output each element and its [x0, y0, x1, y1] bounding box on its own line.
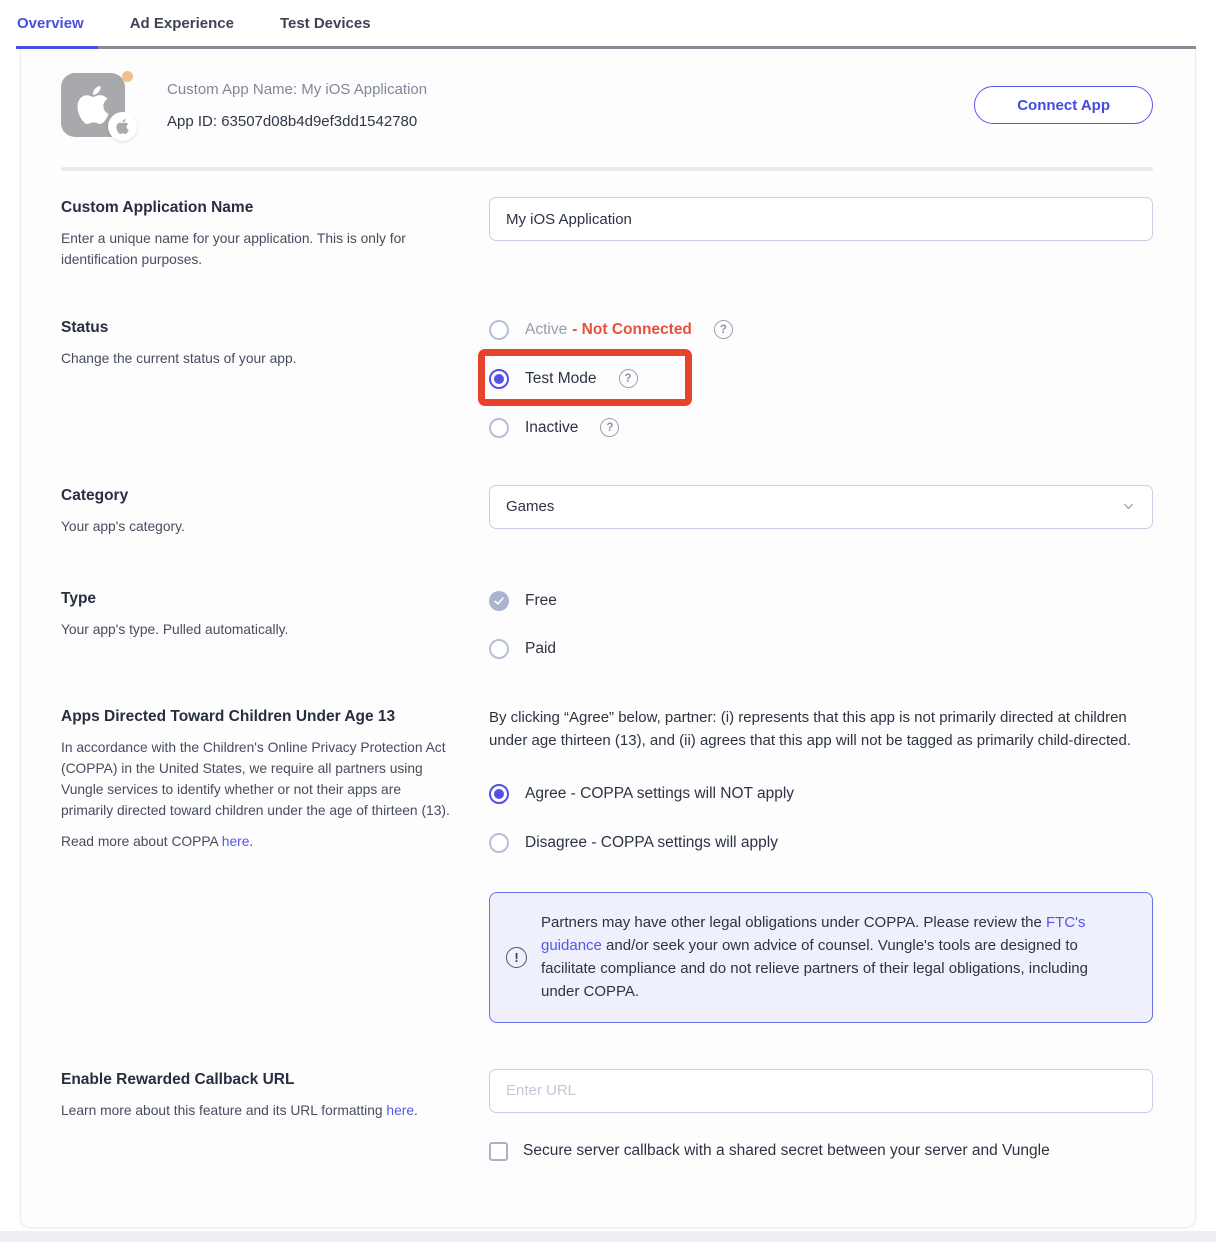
custom-name-title: Custom Application Name	[61, 199, 254, 216]
status-option-test-mode[interactable]	[489, 366, 1153, 392]
secure-callback-row	[489, 1139, 1153, 1162]
status-inactive-label: Inactive	[525, 418, 579, 436]
category-description: Your app's category.	[61, 519, 185, 535]
status-test-mode-label: Test Mode	[525, 369, 597, 387]
coppa-notice-text: Partners may have other legal obligations under COPPA. Please review the FTC's guidance and/or seek your own advice of counsel. Vungle's tools are designed to facilitate compliance and do not relieve partners of their legal obligations, including under COPPA.	[541, 913, 1088, 1001]
custom-application-name-input[interactable]	[489, 197, 1153, 241]
help-icon[interactable]: ?	[619, 369, 638, 388]
coppa-title: Apps Directed Toward Children Under Age 13	[61, 708, 396, 725]
status-radio-group	[489, 317, 1153, 441]
type-description: Your app's type. Pulled automatically.	[61, 622, 289, 638]
coppa-read-more: Read more about COPPA here.	[61, 834, 254, 850]
type-option-free	[489, 588, 1153, 614]
connect-app-button[interactable]: Connect App	[974, 86, 1153, 124]
type-title: Type	[61, 590, 97, 607]
overview-panel	[20, 49, 1196, 1228]
section-category	[61, 485, 1153, 538]
type-paid-label: Paid	[525, 640, 557, 657]
apple-logo-icon	[74, 86, 112, 124]
section-rewarded-callback	[61, 1069, 1153, 1162]
type-radio-group	[489, 588, 1153, 662]
section-coppa	[61, 706, 1153, 1023]
tab-bar	[0, 0, 1216, 46]
status-not-connected-label: - Not Connected	[572, 320, 692, 338]
radio-disagree[interactable]	[489, 833, 509, 853]
type-free-label: Free	[525, 592, 557, 609]
status-description: Change the current status of your app.	[61, 351, 297, 367]
help-icon[interactable]: ?	[600, 418, 619, 437]
status-title: Status	[61, 318, 109, 336]
category-select[interactable]	[489, 485, 1153, 529]
section-type	[61, 588, 1153, 662]
radio-paid[interactable]	[489, 639, 509, 659]
status-option-inactive[interactable]	[489, 415, 1153, 441]
ios-platform-badge-icon	[108, 112, 137, 141]
custom-app-name-label: Custom App Name: My iOS Application	[167, 80, 428, 98]
radio-agree[interactable]	[489, 784, 509, 804]
status-option-active[interactable]	[489, 317, 1153, 343]
category-title: Category	[61, 486, 129, 504]
radio-active[interactable]	[489, 320, 509, 340]
category-selected-value: Games	[506, 498, 555, 516]
coppa-description: In accordance with the Children's Online Privacy Protection Act (COPPA) in the United States, we require all partners using Vungle services to identify whether or not their apps are primarily directed toward children under the age of thirteen (13).	[61, 740, 450, 818]
info-icon: !	[506, 947, 527, 968]
check-circle-icon	[489, 591, 509, 611]
coppa-here-link[interactable]: here	[221, 834, 250, 850]
tab-ad-experience[interactable]: Ad Experience	[129, 14, 234, 32]
coppa-radio-group	[489, 781, 1153, 856]
tab-overview[interactable]: Overview	[17, 14, 84, 32]
radio-test-mode[interactable]	[489, 369, 509, 389]
active-tab-indicator	[16, 46, 98, 49]
chevron-down-icon	[1121, 499, 1136, 514]
custom-name-description: Enter a unique name for your application. This is only for identification purposes.	[61, 231, 406, 268]
status-active-label: Active - Not Connected	[525, 320, 692, 338]
app-icon	[61, 73, 125, 137]
section-custom-application-name	[61, 197, 1153, 271]
callback-here-link[interactable]: here	[386, 1102, 415, 1118]
ftc-guidance-link[interactable]: FTC's guidance	[541, 913, 1086, 954]
secure-callback-label: Secure server callback with a shared secret between your server and Vungle	[523, 1141, 1050, 1159]
coppa-agree-label: Agree - COPPA settings will NOT apply	[525, 784, 795, 802]
app-id-label: App ID: 63507d08b4d9ef3dd1542780	[167, 112, 418, 130]
coppa-option-disagree[interactable]	[489, 830, 1153, 856]
help-icon[interactable]: ?	[714, 320, 733, 339]
callback-description: Learn more about this feature and its URL formatting here.	[61, 1102, 418, 1118]
type-option-paid[interactable]	[489, 636, 1153, 662]
coppa-agreement-text: By clicking “Agree” below, partner: (i) represents that this app is not primarily directed at children under age thirteen (13), and (ii) agrees that this app will not be tagged as primarily child-directed.	[489, 709, 1132, 750]
radio-inactive[interactable]	[489, 418, 509, 438]
section-status	[61, 317, 1153, 441]
secure-callback-checkbox[interactable]	[489, 1142, 508, 1161]
tab-test-devices[interactable]: Test Devices	[279, 14, 371, 32]
callback-url-input[interactable]	[489, 1069, 1153, 1113]
coppa-notice-box	[489, 892, 1153, 1023]
page-background	[0, 1231, 1216, 1242]
notification-dot	[122, 71, 133, 82]
coppa-disagree-label: Disagree - COPPA settings will apply	[525, 833, 778, 851]
callback-title: Enable Rewarded Callback URL	[61, 1070, 295, 1088]
app-header	[61, 49, 1153, 137]
coppa-option-agree[interactable]	[489, 781, 1153, 807]
